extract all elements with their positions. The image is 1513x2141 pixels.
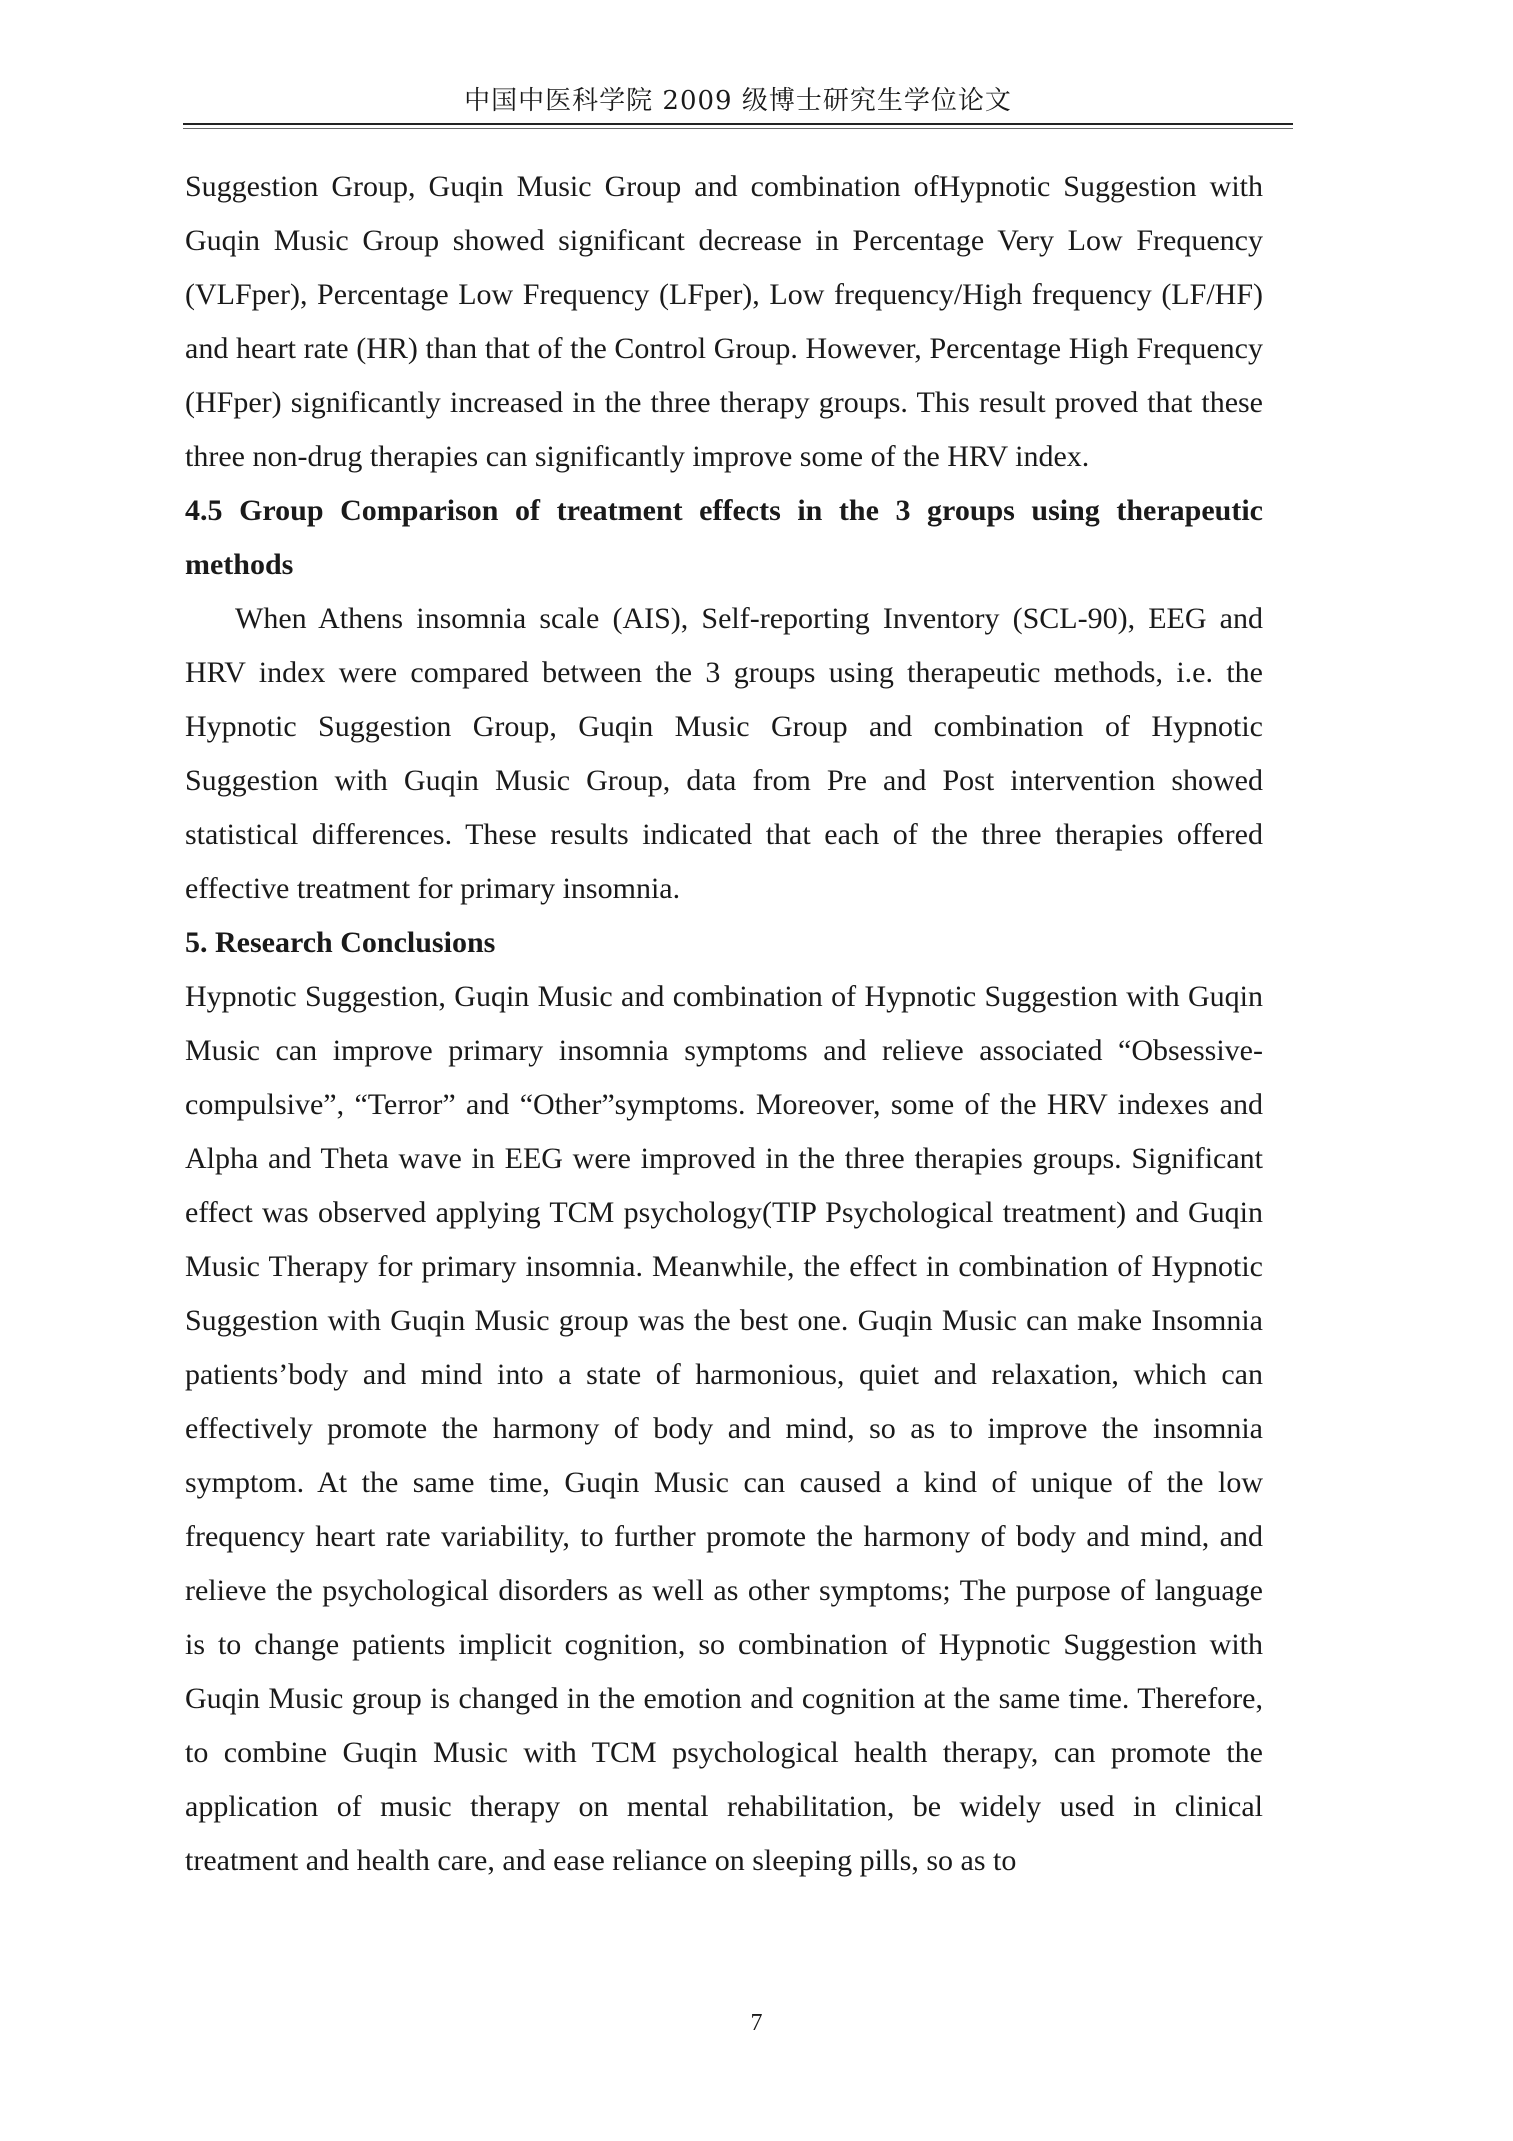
paragraph-hrv-results: Suggestion Group, Guqin Music Group and combination ofHypnotic Suggestion with Guqin Music Group showed significant decrease in Percentage Very Low Frequency (VLFper), Percentage Low Frequency (LFper), Low frequency/High frequency (LF/HF) and heart rate (HR) than that of the Control Group. However, Percentage High Frequency (HFper) significantly increased in the three therapy groups. This result proved that these three non-drug therapies can significantly improve some of the HRV index.	[185, 170, 1263, 473]
header-rule	[183, 123, 1293, 125]
page-number: 7	[750, 2010, 763, 2036]
paragraph-conclusions: Hypnotic Suggestion, Guqin Music and combination of Hypnotic Suggestion with Guqin Music can improve primary insomnia symptoms and relieve associated “Obsessive-compulsive”, “Terror” and “Other”symptoms. Moreover, some of the HRV indexes and Alpha and Theta wave in EEG were improved in the three therapies groups. Significant effect was observed applying TCM psychology(TIP Psychological treatment) and Guqin Music Therapy for primary insomnia. Meanwhile, the effect in combination of Hypnotic Suggestion with Guqin Music group was the best one. Guqin Music can make Insomnia patients’body and mind into a state of harmonious, quiet and relaxation, which can effectively promote the harmony of body and mind, so as to improve the insomnia symptom. At the same time, Guqin Music can caused a kind of unique of the low frequency heart rate variability, to further promote the harmony of body and mind, and relieve the psychological disorders as well as other symptoms; The purpose of language is to change patients implicit cognition, so combination of Hypnotic Suggestion with Guqin Music group is changed in the emotion and cognition at the same time. Therefore, to combine Guqin Music with TCM psychological health therapy, can promote the application of music therapy on mental rehabilitation, be widely used in clinical treatment and health care, and ease reliance on sleeping pills, so as to	[185, 980, 1263, 1877]
running-header: 中国中医科学院 2009 级博士研究生学位论文	[464, 86, 1012, 116]
body-text	[185, 160, 1263, 1888]
section-heading-5: 5. Research Conclusions	[185, 926, 496, 959]
section-heading-4-5: 4.5 Group Comparison of treatment effects in the 3 groups using therapeutic methods	[185, 494, 1263, 581]
paragraph-group-comparison: When Athens insomnia scale (AIS), Self-reporting Inventory (SCL-90), EEG and HRV index were compared between the 3 groups using therapeutic methods, i.e. the Hypnotic Suggestion Group, Guqin Music Group and combination of Hypnotic Suggestion with Guqin Music Group, data from Pre and Post intervention showed statistical differences. These results indicated that each of the three therapies offered effective treatment for primary insomnia.	[185, 602, 1263, 905]
header-rule-thin	[183, 128, 1293, 129]
